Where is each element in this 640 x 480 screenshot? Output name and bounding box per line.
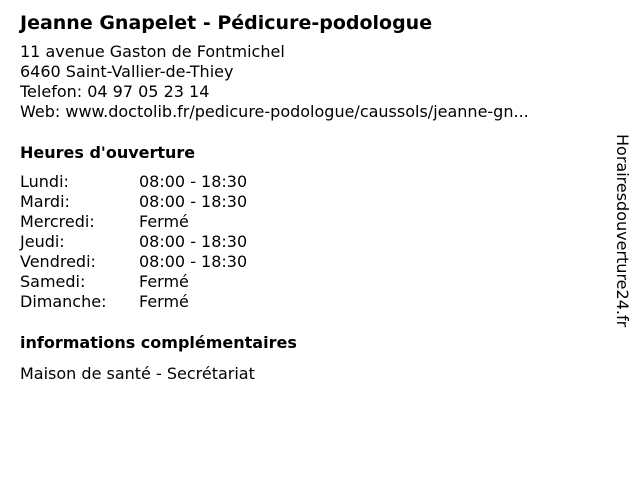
site-watermark: Horairesdouverture24.fr (613, 134, 632, 328)
info-text: Maison de santé - Secrétariat (20, 364, 255, 383)
hours-value: 08:00 - 18:30 (139, 192, 248, 211)
info-heading: informations complémentaires (20, 333, 297, 352)
business-title: Jeanne Gnapelet - Pédicure-podologue (20, 12, 433, 34)
hours-heading: Heures d'ouverture (20, 143, 196, 162)
hours-day: Lundi: (20, 172, 69, 191)
hours-day: Samedi: (20, 272, 86, 291)
hours-row-saturday (20, 272, 595, 292)
hours-day: Dimanche: (20, 292, 107, 311)
hours-row-tuesday (20, 192, 595, 212)
address-line-1: 11 avenue Gaston de Fontmichel (20, 42, 285, 61)
hours-row-sunday (20, 292, 595, 312)
address-line-2: 6460 Saint-Vallier-de-Thiey (20, 62, 234, 81)
hours-row-wednesday (20, 212, 595, 232)
hours-value: 08:00 - 18:30 (139, 232, 248, 251)
hours-value: Fermé (139, 212, 189, 231)
hours-day: Vendredi: (20, 252, 96, 271)
hours-row-monday (20, 172, 595, 192)
hours-value: 08:00 - 18:30 (139, 252, 248, 271)
hours-day: Mardi: (20, 192, 70, 211)
phone-number[interactable]: Telefon: 04 97 05 23 14 (20, 82, 210, 101)
hours-row-friday (20, 252, 595, 272)
hours-value: Fermé (139, 272, 189, 291)
business-card (20, 10, 595, 384)
hours-day: Jeudi: (20, 232, 65, 251)
hours-table (20, 172, 595, 312)
hours-value: 08:00 - 18:30 (139, 172, 248, 191)
hours-row-thursday (20, 232, 595, 252)
hours-day: Mercredi: (20, 212, 95, 231)
hours-value: Fermé (139, 292, 189, 311)
website-link[interactable]: Web: www.doctolib.fr/pedicure-podologue/caussols/jeanne-gn... (20, 102, 529, 121)
